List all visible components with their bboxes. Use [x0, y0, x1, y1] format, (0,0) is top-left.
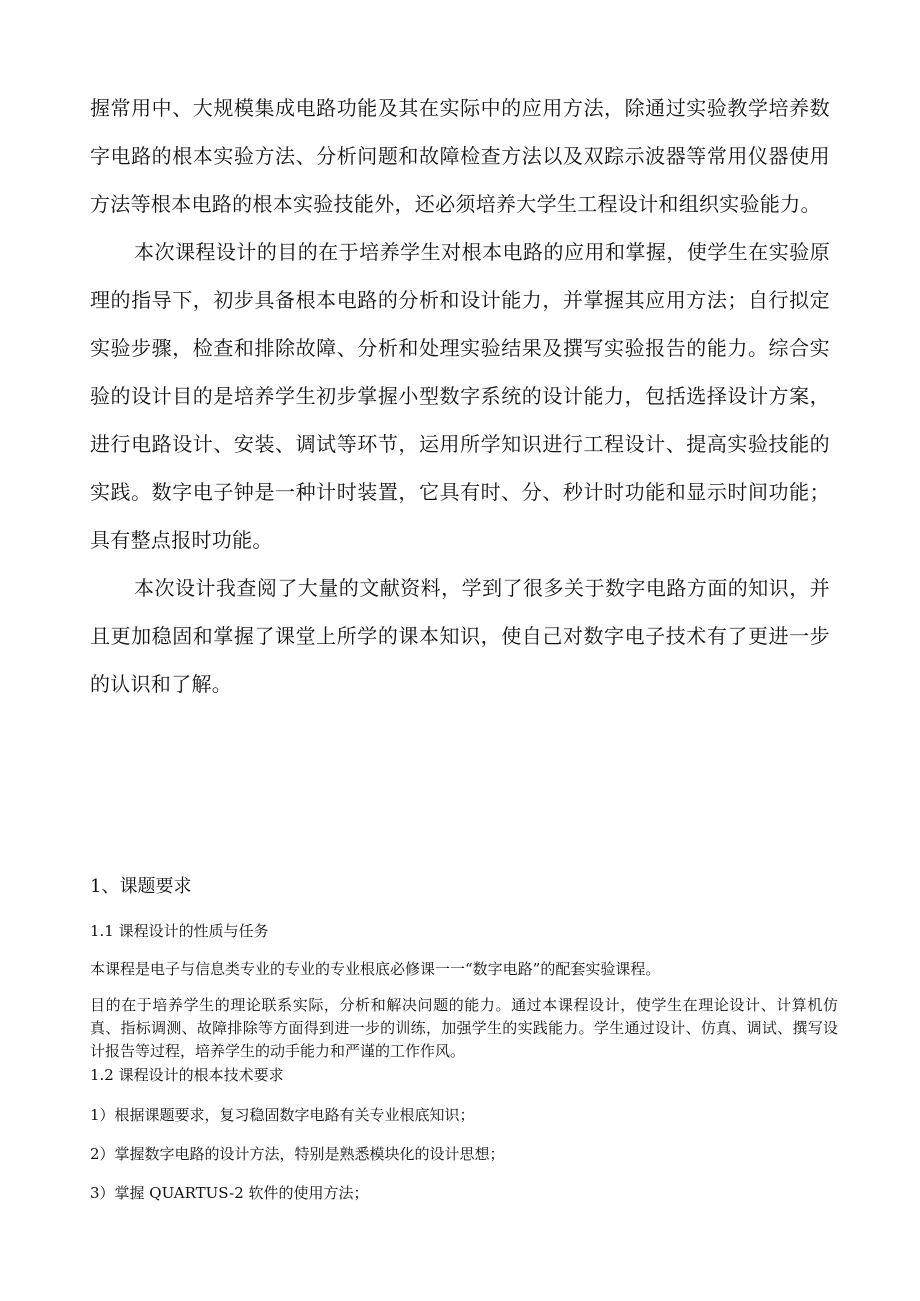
- subsection-heading-1-2: 1.2 课程设计的根本技术要求: [90, 1066, 284, 1084]
- intro-paragraph-2: 本次课程设计的目的在于培养学生对根本电路的应用和掌握，使学生在实验原理的指导下，初步具备根本电路的分析和设计能力，并掌握其应用方法；自行拟定实验步骤，检查和排除故障、分析和处理实验结果及撰写实验报告的能力。综合实验的设计目的是培养学生初步掌握小型数字系统的设计能力，包括选择设计方案，进行电路设计、安装、调试等环节，运用所学知识进行工程设计、提高实验技能的实践。数字电子钟是一种计时装置，它具有时、分、秒计时功能和显示时间功能；具有整点报时功能。: [90, 240, 830, 552]
- intro-paragraph-1: 握常用中、大规模集成电路功能及其在实际中的应用方法，除通过实验教学培养数字电路的根本实验方法、分析问题和故障检查方法以及双踪示波器等常用仪器使用方法等根本电路的根本实验技能外，还必须培养大学生工程设计和组织实验能力。: [90, 96, 830, 216]
- requirement-item-3: 3）掌握 QUARTUS-2 软件的使用方法；: [90, 1184, 369, 1202]
- subsection-1-1-paragraph-2: 目的在于培养学生的理论联系实际，分析和解决问题的能力。通过本课程设计，使学生在理论设计、计算机仿真、指标调测、故障排除等方面得到进一步的训练，加强学生的实践能力。学生通过设计、仿真、调试、撰写设计报告等过程，培养学生的动手能力和严谨的工作作风。: [90, 996, 838, 1060]
- subsection-1-1-paragraph-1: 本课程是电子与信息类专业的专业的专业根底必修课一一“数字电路”的配套实验课程。: [90, 960, 661, 978]
- intro-paragraph-3: 本次设计我查阅了大量的文献资料，学到了很多关于数字电路方面的知识，并且更加稳固和掌握了课堂上所学的课本知识，使自己对数字电子技术有了更进一步的认识和了解。: [90, 576, 830, 696]
- section-heading-requirements: 1、课题要求: [90, 876, 192, 897]
- requirement-item-1: 1）根据课题要求，复习稳固数字电路有关专业根底知识；: [90, 1106, 475, 1124]
- requirement-item-2: 2）掌握数字电路的设计方法，特别是熟悉模块化的设计思想；: [90, 1145, 505, 1163]
- subsection-heading-1-1: 1.1 课程设计的性质与任务: [90, 922, 269, 940]
